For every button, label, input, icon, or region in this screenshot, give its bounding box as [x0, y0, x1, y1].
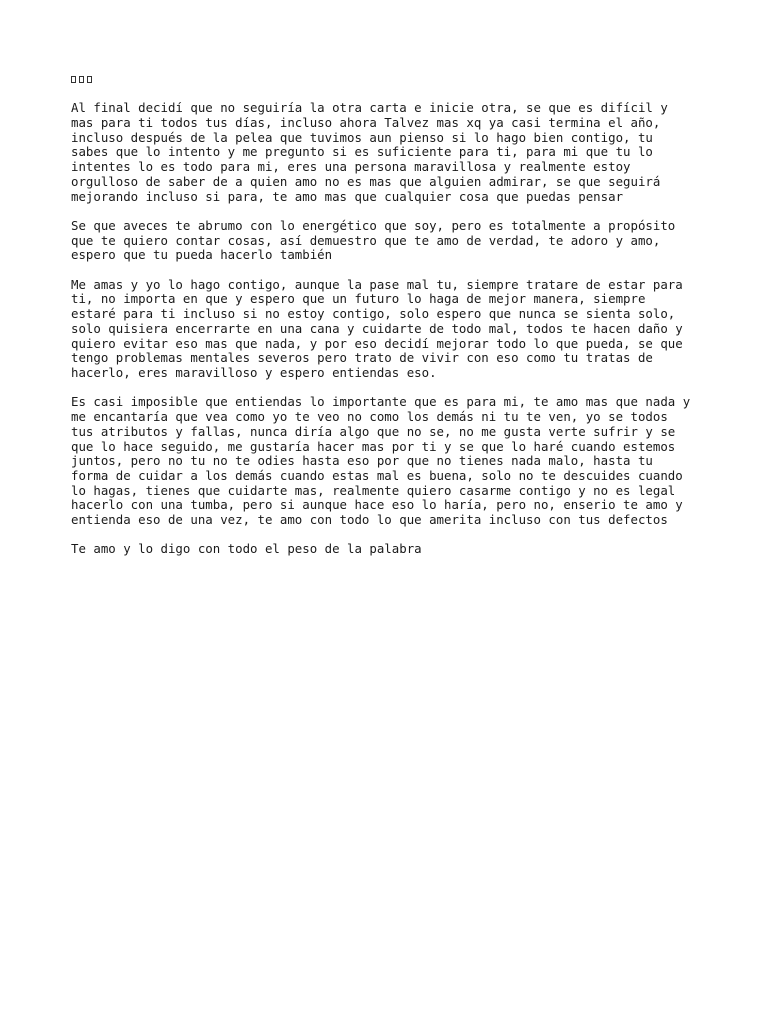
- text-line: espero que tu pueda hacerlo también: [71, 247, 333, 263]
- text-line: orgulloso de saber de a quien amo no es mas que alguien admirar, se que seguirá: [71, 173, 661, 189]
- text-line: me encantaría que vea como yo te veo no como los demás ni tu te ven, yo se todos: [71, 409, 668, 425]
- text-line: entienda eso de una vez, te amo con todo lo que amerita incluso con tus defectos: [71, 512, 668, 528]
- text-line: mas para ti todos tus días, incluso ahora Talvez mas xq ya casi termina el año,: [71, 115, 661, 131]
- text-line: hacerlo, eres maravilloso y espero entiendas eso.: [71, 365, 437, 380]
- text-line: forma de cuidar a los demás cuando estas mal es buena, solo no te descuides cuando: [71, 467, 683, 483]
- text-line: que te quiero contar cosas, así demuestro que te amo de verdad, te adoro y amo,: [71, 232, 661, 248]
- paragraph-5: [71, 542, 711, 557]
- paragraph-3: [71, 278, 711, 381]
- text-line: tengo problemas mentales severos pero trato de vivir con eso como tu tratas de: [71, 350, 653, 366]
- text-line: Me amas y yo lo hago contigo, aunque la pase mal tu, siempre tratare de estar para: [71, 276, 683, 292]
- text-line: hacerlo con una tumba, pero si aunque hace eso lo haría, pero no, enserio te amo y: [71, 497, 683, 513]
- text-line: Se que aveces te abrumo con lo energético que soy, pero es totalmente a propósito: [71, 217, 676, 233]
- text-line: juntos, pero no tu no te odies hasta eso por que no tienes nada malo, hasta tu: [71, 453, 653, 469]
- text-line: mejorando incluso si para, te amo mas que cualquier cosa que puedas pensar: [71, 188, 624, 204]
- paragraph-4: [71, 395, 711, 527]
- text-line: estaré para ti incluso si no estoy contigo, solo espero que nunca se sienta solo,: [71, 306, 676, 322]
- text-line: solo quisiera encerrarte en una cana y cuidarte de todo mal, todos te hacen daño y: [71, 320, 683, 336]
- text-line: sabes que lo intento y me pregunto si es suficiente para ti, para mi que tu lo: [71, 144, 653, 160]
- text-line: que lo hace seguido, me gustaría hacer mas por ti y se que lo haré cuando estemos: [71, 438, 676, 454]
- missing-glyph-icon: [87, 76, 92, 83]
- text-line: intentes lo es todo para mi, eres una persona maravillosa y realmente estoy: [71, 159, 631, 175]
- text-line: Al final decidí que no seguiría la otra carta e inicie otra, se que es difícil y: [71, 100, 668, 116]
- header-missing-glyphs: [71, 72, 711, 87]
- paragraph-1: [71, 101, 711, 204]
- text-line: ti, no importa en que y espero que un futuro lo haga de mejor manera, siempre: [71, 291, 646, 307]
- text-line: Es casi imposible que entiendas lo importante que es para mi, te amo mas que nada y: [71, 394, 691, 410]
- document-body: [71, 72, 711, 572]
- text-line: tus atributos y fallas, nunca diría algo que no se, no me gusta verte sufrir y se: [71, 423, 676, 439]
- text-line: quiero evitar eso mas que nada, y por eso decidí mejorar todo lo que pueda, se que: [71, 335, 683, 351]
- missing-glyph-icon: [71, 76, 76, 83]
- text-line: lo hagas, tienes que cuidarte mas, realmente quiero casarme contigo y no es legal: [71, 482, 676, 498]
- missing-glyph-icon: [79, 76, 84, 83]
- text-line: Te amo y lo digo con todo el peso de la palabra: [71, 541, 422, 557]
- paragraph-2: [71, 219, 711, 263]
- text-line: incluso después de la pelea que tuvimos aun pienso si lo hago bien contigo, tu: [71, 129, 653, 145]
